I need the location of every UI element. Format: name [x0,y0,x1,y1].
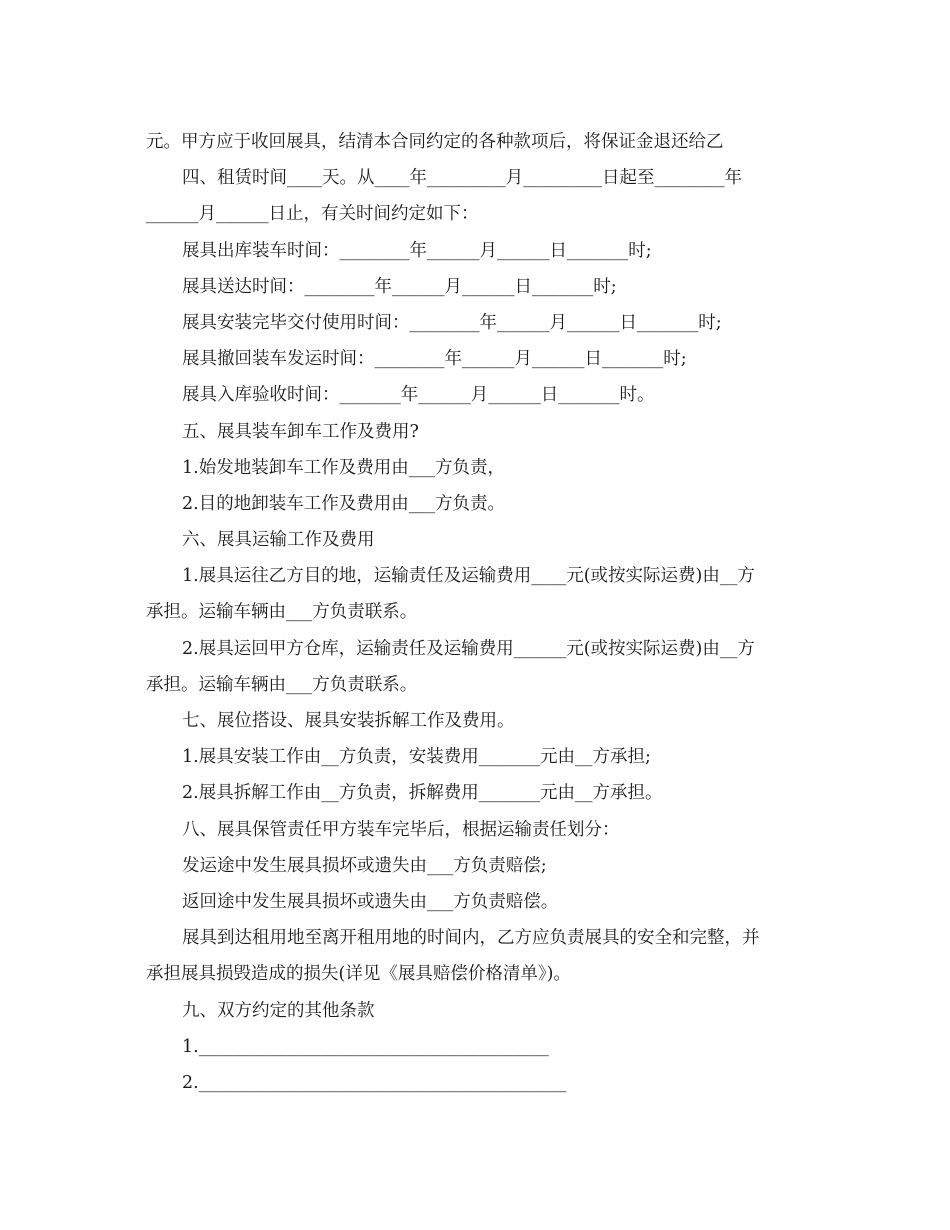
text-line: ______月______日止，有关时间约定如下： [146,204,479,225]
text-line: 七、展位搭设、展具安装拆解工作及费用。 [182,711,515,731]
text-line: 返回途中发生展具损坏或遗失由___方负责赔偿。 [182,891,559,912]
text-line: 2.__________________________________________ [182,1072,567,1093]
text-line: 1.________________________________________ [182,1036,549,1057]
document-body [146,124,806,1101]
text-line: 1.始发地装卸车工作及费用由___方负责， [182,457,505,478]
text-line: 展具撤回装车发运时间：________年______月______日_______时; [182,349,687,370]
text-line: 展具送达时间：________年______月______日_______时; [182,276,617,297]
text-line: 2.展具拆解工作由__方负责，拆解费用_______元由__方承担。 [182,783,663,804]
text-line: 六、展具运输工作及费用 [182,530,375,551]
text-line: 2.目的地卸装车工作及费用由___方负责。 [182,493,505,514]
text-line: 1.展具安装工作由__方负责，安装费用_______元由__方承担; [182,747,651,768]
text-line: 承担。运输车辆由___方负责联系。 [146,674,418,695]
text-line: 元。甲方应于收回展具，结清本合同约定的各种款项后，将保证金退还给乙 [146,132,724,152]
text-line: 展具到达租用地至离开租用地的时间内，乙方应负责展具的安全和完整，并 [182,928,760,949]
text-line: 2.展具运回甲方仓库，运输责任及运输费用______元(或按实际运费)由__方 [182,638,755,659]
text-line: 发运途中发生展具损坏或遗失由___方负责赔偿; [182,855,547,876]
text-line: 展具安装完毕交付使用时间：________年______月______日_______时; [182,312,722,333]
text-line: 展具入库验收时间：_______年______月______日_______时。 [182,385,655,406]
text-line: 承担展具损毁造成的损失(详见《展具赔偿价格清单》)。 [146,964,571,985]
text-line: 承担。运输车辆由___方负责联系。 [146,602,418,623]
text-line: 八、展具保管责任甲方装车完毕后，根据运输责任划分： [182,819,620,840]
text-line: 展具出库装车时间：________年______月______日_______时; [182,240,652,261]
text-line: 1.展具运往乙方目的地，运输责任及运输费用____元(或按实际运费)由__方 [182,566,755,587]
text-line: 五、展具装车卸车工作及费用? [182,421,419,442]
text-line: 九、双方约定的其他条款 [182,1000,375,1021]
text-line: 四、租赁时间____天。从____年_________月_________日起至________年 [182,168,742,189]
